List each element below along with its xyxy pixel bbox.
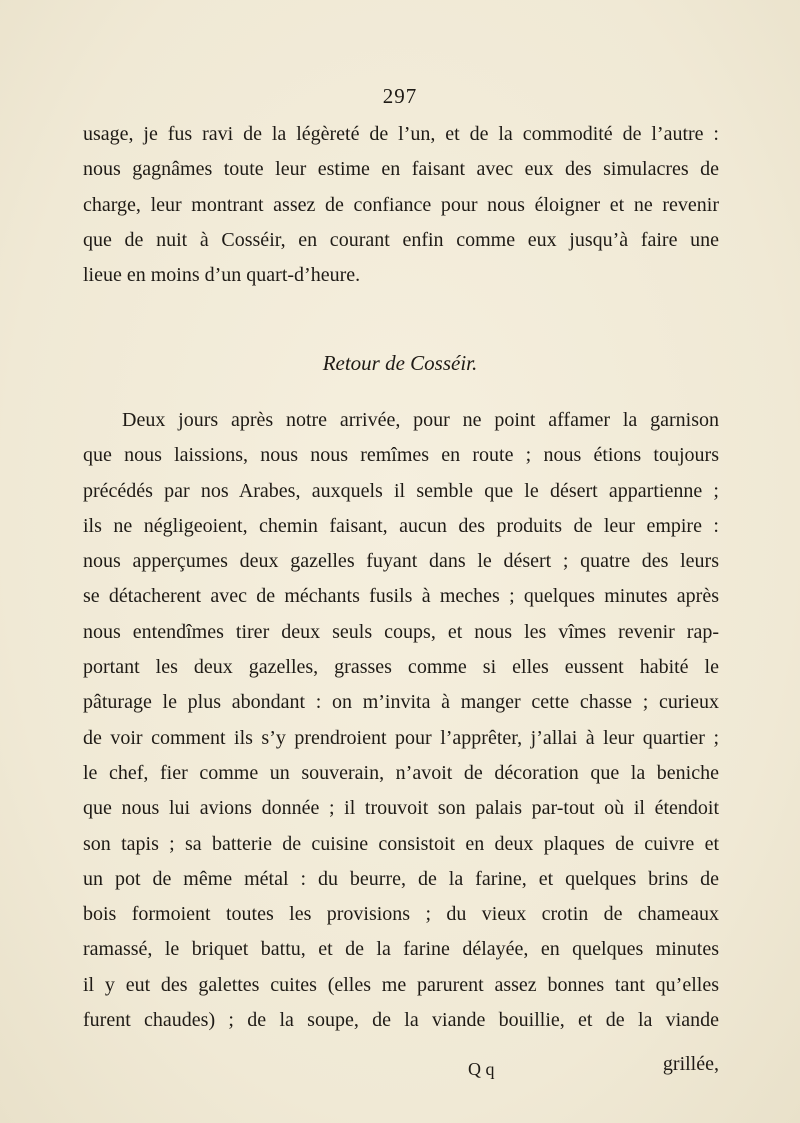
signature-mark: Q q bbox=[468, 1059, 495, 1079]
paragraph-2 bbox=[83, 403, 719, 1038]
text-line: lieue en moins d’un quart-d’heure. bbox=[83, 264, 361, 287]
paragraph-1 bbox=[83, 117, 719, 293]
text-line: se détacherent avec de méchants fusils à meches ; quelques minutes après bbox=[83, 585, 719, 608]
text-line: usage, je fus ravi de la légèreté de l’un, et de la commodité de l’autre : bbox=[83, 123, 719, 145]
text-line: que de nuit à Cosséir, en courant enfin comme eux jusqu’à faire une bbox=[83, 228, 719, 251]
text-line: nous entendîmes tirer deux seuls coups, et nous les vîmes revenir rap- bbox=[83, 620, 719, 643]
text-line: il y eut des galettes cuites (elles me parurent assez bonnes tant qu’elles bbox=[83, 973, 719, 996]
text-line: ils ne négligeoient, chemin faisant, aucun des produits de leur empire : bbox=[83, 514, 719, 537]
text-line: le chef, fier comme un souverain, n’avoit de décoration que la beniche bbox=[83, 761, 719, 784]
text-line: charge, leur montrant assez de confiance pour nous éloigner et ne revenir bbox=[83, 193, 719, 216]
section-heading: Retour de Cosséir. bbox=[322, 351, 478, 375]
catchword: grillée, bbox=[662, 1053, 719, 1075]
text-line: portant les deux gazelles, grasses comme si elles eussent habité le bbox=[83, 656, 719, 679]
text-line: que nous laissions, nous nous remîmes en route ; nous étions toujours bbox=[83, 444, 719, 467]
text-line: un pot de même métal : du beurre, de la farine, et quelques brins de bbox=[83, 867, 719, 890]
text-line: précédés par nos Arabes, auxquels il semble que le désert appartienne ; bbox=[83, 479, 719, 502]
text-line: nous apperçumes deux gazelles fuyant dans le désert ; quatre des leurs bbox=[83, 550, 719, 573]
text-line: de voir comment ils s’y prendroient pour l’apprêter, j’allai à leur quartier ; bbox=[83, 726, 719, 749]
text-line: Deux jours après notre arrivée, pour ne point affamer la garnison bbox=[122, 409, 719, 431]
text-line: que nous lui avions donnée ; il trouvoit son palais par-tout où il étendoit bbox=[83, 797, 719, 820]
text-line: furent chaudes) ; de la soupe, de la viande bouillie, et de la viande bbox=[83, 1009, 719, 1032]
text-line: nous gagnâmes toute leur estime en faisant avec eux des simulacres de bbox=[83, 158, 719, 181]
text-line: son tapis ; sa batterie de cuisine consistoit en deux plaques de cuivre et bbox=[83, 832, 719, 855]
text-line: pâturage le plus abondant : on m’invita à manger cette chasse ; curieux bbox=[83, 691, 719, 714]
page-number: 297 bbox=[382, 84, 418, 108]
text-line: ramassé, le briquet battu, et de la farine délayée, en quelques minutes bbox=[83, 938, 719, 961]
text-line: bois formoient toutes les provisions ; du vieux crotin de chameaux bbox=[83, 903, 719, 926]
page-footer bbox=[83, 1053, 719, 1089]
